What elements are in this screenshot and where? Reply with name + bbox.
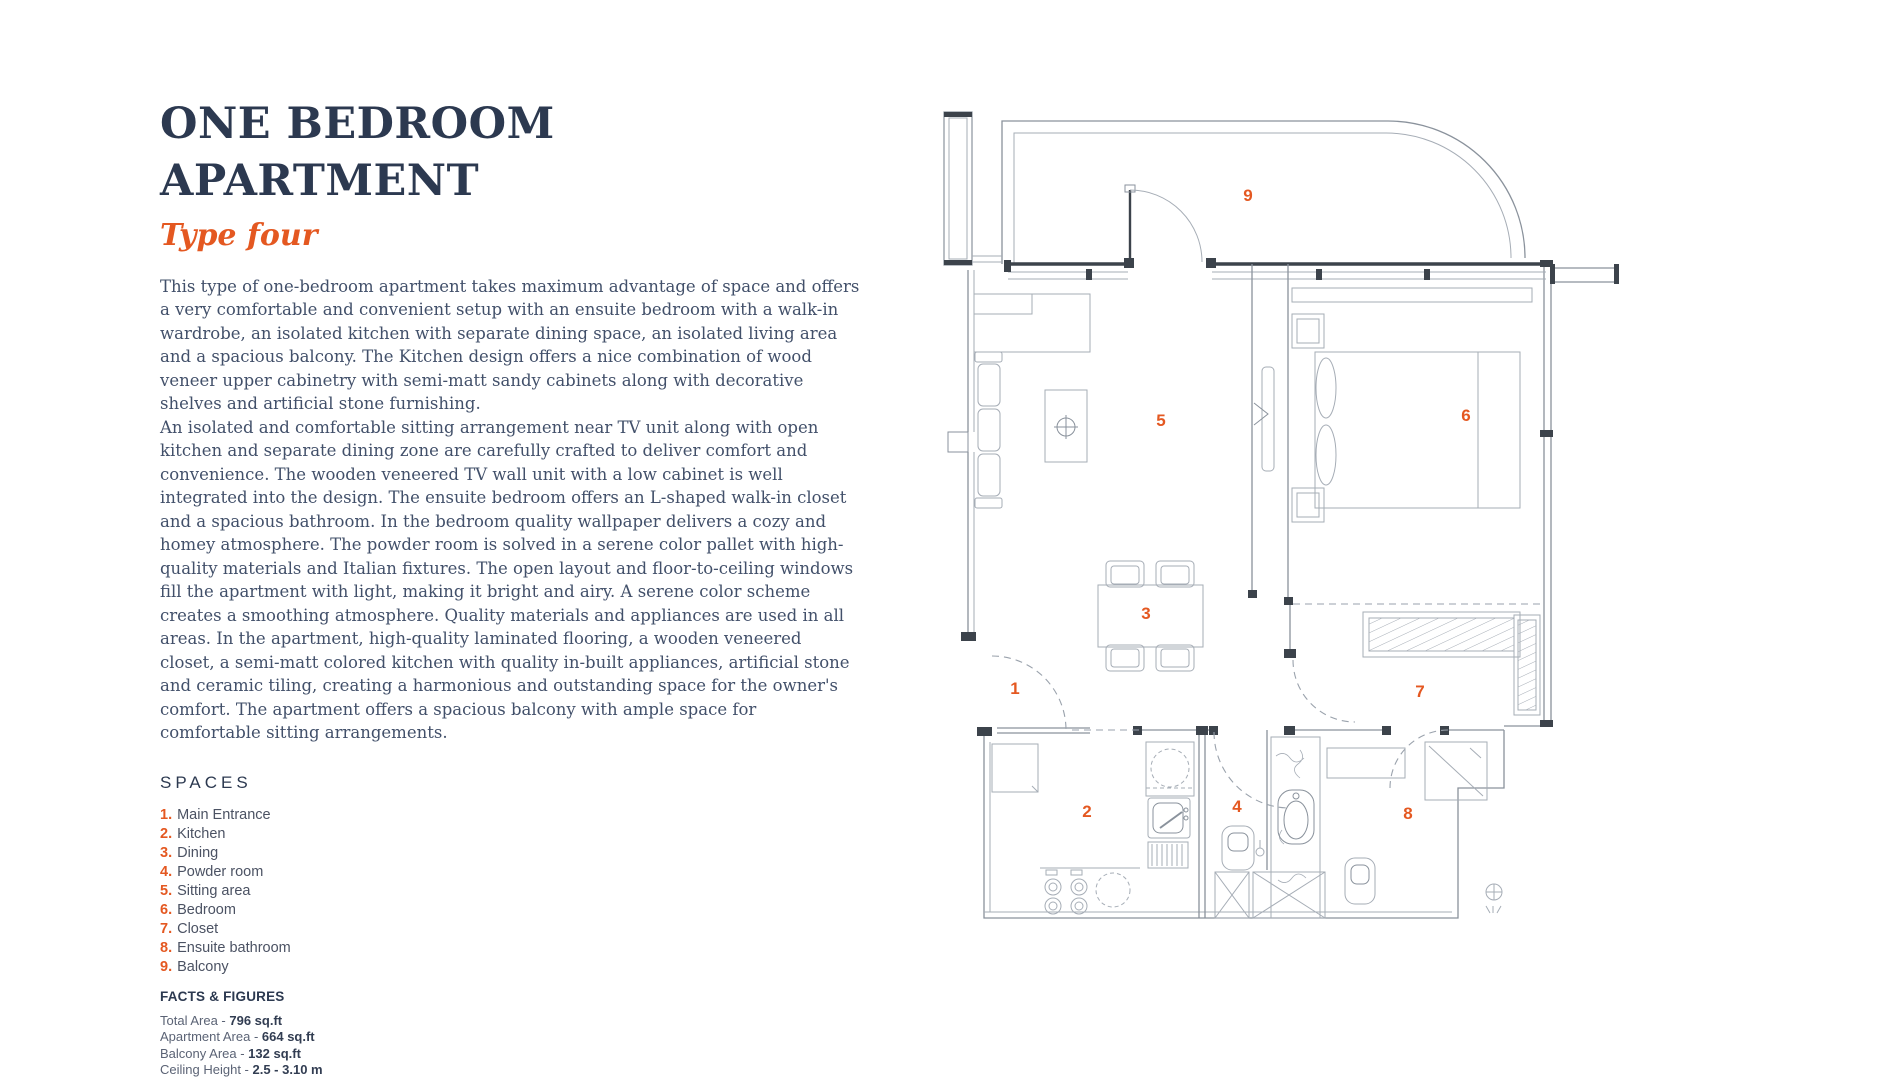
space-label: Main Entrance: [177, 806, 271, 823]
space-number: 5.: [160, 882, 173, 899]
fact-value: 2.5 - 3.10 m: [252, 1062, 323, 1077]
space-label: Powder room: [177, 863, 264, 880]
outer-walls: [948, 264, 1618, 918]
fact-item-3: [160, 1046, 860, 1063]
facts-heading: FACTS & FIGURES: [160, 988, 285, 1004]
space-label: Ensuite bathroom: [177, 939, 291, 956]
plan-label-4: 4: [1232, 797, 1242, 816]
plan-label-6: 6: [1461, 406, 1471, 425]
description-paragraph-2: An isolated and comfortable sitting arrangement near TV unit along with open kitchen and separate dining zone are carefully crafted to deliver comfort and convenience. The wooden veneered TV wall unit with a low cabinet is well integrated into the design. The ensuite bedroom offers an L-shaped walk-in closet and a spacious bathroom. In the bedroom quality wallpaper delivers a cozy and homey atmosphere. The powder room is solved in a serene color pallet with high-quality materials and Italian fixtures. The open layout and floor-to-ceiling windows fill the apartment with light, making it bright and airy. A serene color scheme creates a smoothing atmosphere. Quality materials and appliances are used in all areas. In the apartment, high-quality laminated flooring, a wooden veneered closet, a semi-matt colored kitchen with quality in-built appliances, artificial stone and ceramic tiling, creating a harmonious and outstanding space for the owner's comfort. The apartment offers a spacious balcony with ample space for comfortable sitting arrangements.: [160, 417, 854, 742]
space-item-5: [160, 882, 860, 901]
space-number: 1.: [160, 806, 173, 823]
spaces-heading: SPACES: [160, 772, 252, 792]
space-number: 2.: [160, 825, 173, 842]
space-number: 9.: [160, 958, 173, 975]
fact-item-2: [160, 1029, 860, 1046]
plan-label-3: 3: [1141, 604, 1151, 623]
space-item-4: [160, 863, 860, 882]
sofa: [974, 294, 1090, 508]
space-label: Balcony: [177, 958, 229, 975]
space-label: Bedroom: [177, 901, 236, 918]
fact-label: Total Area -: [160, 1012, 230, 1028]
plan-label-7: 7: [1415, 682, 1425, 701]
balcony-outline: [1002, 121, 1525, 264]
fact-label: Ceiling Height -: [160, 1062, 253, 1077]
powder-room-fixtures: [1222, 826, 1264, 870]
powder-room-door-arc: [1214, 732, 1290, 808]
space-item-7: [160, 920, 860, 939]
coffee-table: [1045, 390, 1087, 462]
plan-label-9: 9: [1243, 186, 1253, 205]
space-item-3: [160, 844, 860, 863]
plan-label-5: 5: [1156, 411, 1166, 430]
space-label: Dining: [177, 844, 219, 861]
floorplan: [936, 100, 1636, 930]
title-line-2: APARTMENT: [160, 155, 480, 206]
bedroom-door-arc: [1293, 660, 1355, 722]
space-number: 7.: [160, 920, 173, 937]
description-paragraph-1: This type of one-bedroom apartment takes maximum advantage of space and offers a very comfortable and convenient setup with an ensuite bedroom with a walk-in wardrobe, an isolated kitchen with separate dining space, an isolated living area and a spacious balcony. The Kitchen design offers a nice combination of wood veneer upper cabinetry with semi-matt sandy cabinets along with decorative shelves and artificial stone furnishing.: [160, 276, 860, 413]
space-number: 3.: [160, 844, 173, 861]
plan-label-8: 8: [1403, 804, 1413, 823]
fact-item-1: [160, 1013, 860, 1030]
fact-value: 664 sq.ft: [261, 1029, 315, 1044]
space-number: 6.: [160, 901, 173, 918]
space-item-8: [160, 939, 860, 958]
apartment-type-subtitle: Type four: [160, 217, 318, 253]
closet-wardrobe: [1363, 612, 1540, 715]
tv-wall-unit: [1254, 367, 1274, 471]
spaces-list: [160, 806, 860, 977]
facts-list: [160, 1013, 860, 1079]
bed: [1292, 288, 1532, 522]
fact-label: Apartment Area -: [160, 1029, 262, 1044]
space-item-9: [160, 958, 860, 977]
floorplan-drawing: [936, 100, 1636, 930]
space-label: Closet: [177, 920, 219, 937]
fact-value: 796 sq.ft: [229, 1012, 283, 1028]
description: [160, 275, 860, 745]
space-label: Sitting area: [177, 882, 251, 899]
space-item-2: [160, 825, 860, 844]
bathroom-fixtures: [1215, 737, 1502, 918]
plan-label-2: 2: [1082, 802, 1092, 821]
space-item-6: [160, 901, 860, 920]
fact-label: Balcony Area -: [160, 1045, 249, 1061]
window-column-top-left: [944, 112, 1002, 265]
page-title: [160, 96, 860, 210]
space-item-1: [160, 806, 860, 825]
kitchen-fixtures: [992, 742, 1194, 914]
text-column: [160, 96, 860, 1079]
title-line-1: ONE BEDROOM: [160, 99, 555, 149]
space-number: 8.: [160, 939, 173, 956]
fact-value: 132 sq.ft: [248, 1045, 301, 1061]
fact-item-4: [160, 1062, 860, 1079]
balcony-door: [1125, 185, 1202, 262]
entrance-door-arc: [992, 656, 1066, 730]
plan-label-1: 1: [1010, 679, 1020, 698]
space-number: 4.: [160, 863, 173, 880]
space-label: Kitchen: [177, 825, 226, 842]
bathroom-door-arc: [1390, 730, 1448, 788]
